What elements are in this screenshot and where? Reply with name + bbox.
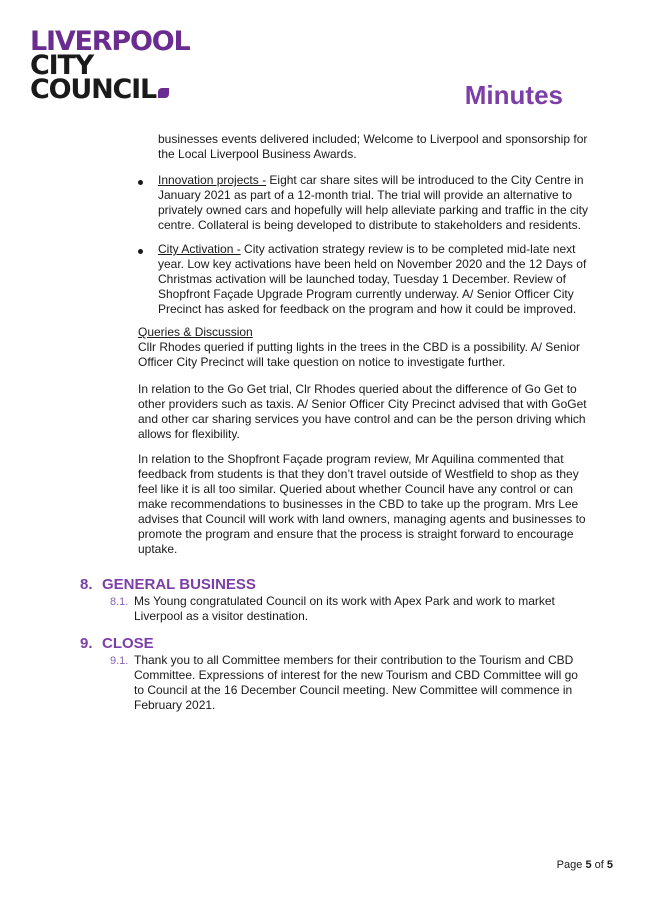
item-text: Ms Young congratulated Council on its work with Apex Park and work to market Liverpool as a visitor destination. (134, 594, 555, 623)
page-footer (557, 858, 613, 872)
bullet-body: Eight car share sites will be introduced to the City Centre in January 2021 as part of a 12-month trial. The trial will provide an alternative to privately owned cars and hopefully will help alleviate parking and traffic in the city centre. Collateral is being developed to distribute to stakeholders and residents. (158, 173, 589, 232)
bullet-label: Innovation projects - (158, 173, 267, 187)
item-number: 8.1. (110, 596, 129, 608)
logo-mark-icon (158, 88, 169, 98)
bullet-body: City activation strategy review is to be completed mid-late next year. Low key activations have been held on November 2020 and the 12 Days of Christmas activation will be launched today, Tuesday 1 December. Review of Shopfront Façade Upgrade Program currently underway. A/ Senior Officer City Precinct has asked for feedback on the program and how it could be improved. (158, 242, 587, 316)
qa-paragraph: Cllr Rhodes queried if putting lights in the trees in the CBD is a possibility. A/ Senior Officer City Precinct will take question on notice to investigate further. (138, 340, 580, 369)
item-number: 9.1. (110, 655, 129, 667)
logo-line-city: CITY (30, 50, 94, 81)
section-number: 8. (80, 576, 93, 593)
item-text: Thank you to all Committee members for their contribution to the Tourism and CBD Committee. Expressions of interest for the new Tourism and CBD Committee will go to Council at the 16 December Council meeting. New Committee will commence in February 2021. (134, 653, 578, 712)
logo-line-liverpool: LIVERPOOL (30, 26, 190, 57)
bullet-icon (138, 249, 143, 254)
qa-paragraph: In relation to the Go Get trial, Clr Rhodes queried about the difference of Go Get to other providers such as taxis. A/ Senior Officer City Precinct advised that with GoGet and other car sharing services you have control and can be the person driving which allows for flexibility. (138, 382, 587, 441)
qa-paragraph: In relation to the Shopfront Façade program review, Mr Aquilina commented that feedback from students is that they don’t travel outside of Westfield to shop as they feel like it is all too similar. Queried about whether Council have any control or can make recommendations to businesses in the CBD to take up the program. Mrs Lee advises that Council will work with land owners, managing agents and businesses to promote the program and ensure that the process is straight forward to encourage uptake. (138, 452, 586, 556)
page-total: 5 (606, 859, 613, 871)
council-logo (30, 26, 220, 114)
continuation-paragraph: businesses events delivered included; Welcome to Liverpool and sponsorship for the Local Liverpool Business Awards. (158, 132, 588, 161)
of-word: of (594, 859, 604, 871)
section-number: 9. (80, 635, 93, 652)
queries-heading: Queries & Discussion (138, 325, 253, 339)
page-current: 5 (585, 859, 592, 871)
section-title: GENERAL BUSINESS (102, 576, 256, 593)
bullet-icon (138, 180, 143, 185)
section-title: CLOSE (102, 635, 154, 652)
logo-line-council (30, 74, 220, 105)
bullet-city-activation (158, 242, 598, 317)
section-heading-close (80, 635, 154, 653)
logo-line-council-text: COUNCIL (30, 74, 156, 105)
bullet-label: City Activation - (158, 242, 241, 256)
page-word: Page (556, 859, 583, 871)
document-title: Minutes (464, 80, 563, 110)
section-heading-general-business (80, 576, 256, 594)
bullet-innovation-projects (158, 173, 598, 233)
